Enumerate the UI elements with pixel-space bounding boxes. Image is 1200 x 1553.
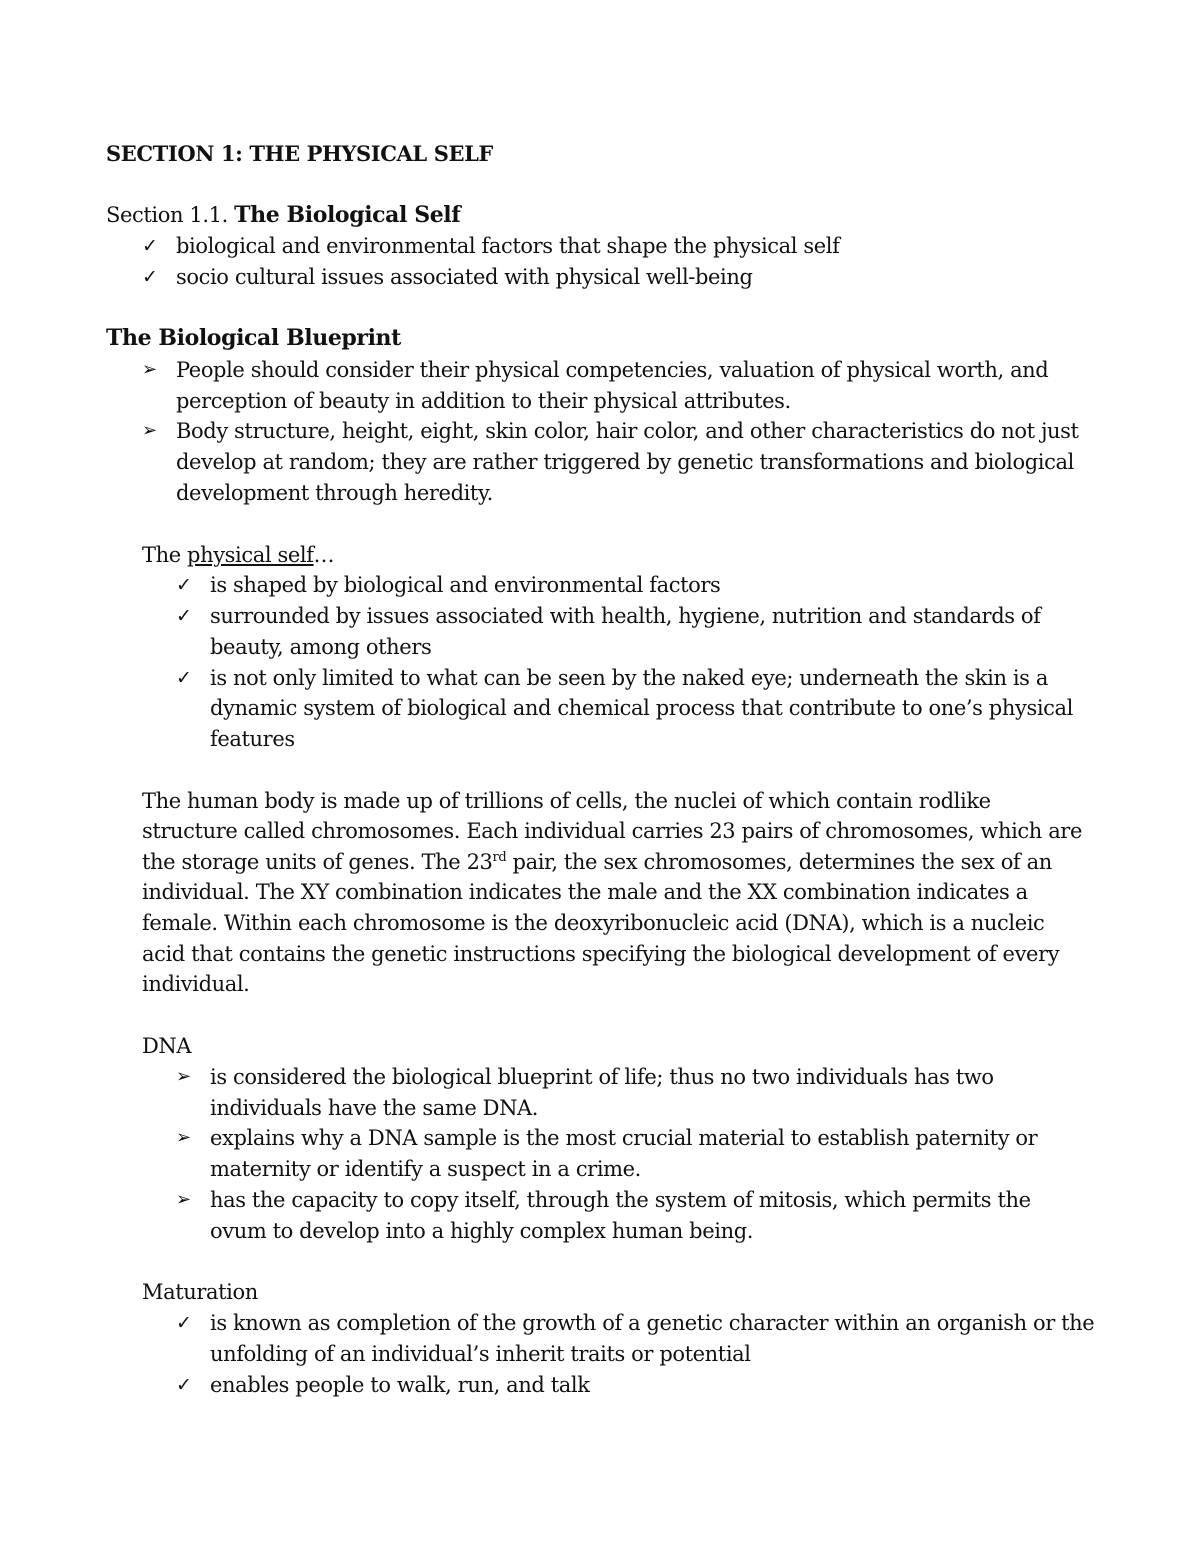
ordinal-superscript: rd <box>492 850 507 865</box>
physical-self-check-2-line-2: beauty, among others <box>210 635 432 659</box>
subsection-prefix: Section 1.1. <box>106 203 235 227</box>
check-icon: ✓ <box>142 266 158 288</box>
paragraph-line-3 <box>142 847 1052 877</box>
subsection-title: The Biological Self <box>234 202 461 228</box>
check-icon: ✓ <box>176 605 192 627</box>
check-icon: ✓ <box>176 574 192 596</box>
section-title: SECTION 1: THE PHYSICAL SELF <box>106 141 493 166</box>
maturation-check-1-line-2: unfolding of an individual’s inherit traits or potential <box>210 1342 751 1366</box>
check-icon: ✓ <box>176 1312 192 1334</box>
paragraph-line-7: individual. <box>142 972 250 996</box>
arrow-bullet-icon: ➢ <box>176 1189 192 1210</box>
dna-item-1-line-2: individuals have the same DNA. <box>210 1096 539 1120</box>
dna-heading: DNA <box>142 1034 192 1058</box>
check-icon: ✓ <box>176 1374 192 1396</box>
maturation-check-2-line-1: enables people to walk, run, and talk <box>210 1373 590 1397</box>
check-icon: ✓ <box>176 667 192 689</box>
paragraph-line-5: female. Within each chromosome is the deoxyribonucleic acid (DNA), which is a nucleic <box>142 911 1045 935</box>
dna-item-2-line-2: maternity or identify a suspect in a crime. <box>210 1157 641 1181</box>
blueprint-heading: The Biological Blueprint <box>106 325 401 351</box>
maturation-check-1-line-1: is known as completion of the growth of a genetic character within an organish or the <box>210 1311 1095 1335</box>
paragraph-line-2: structure called chromosomes. Each individual carries 23 pairs of chromosomes, which are <box>142 819 1082 843</box>
physical-self-check-2-line-1: surrounded by issues associated with health, hygiene, nutrition and standards of <box>210 604 1041 628</box>
check-icon: ✓ <box>142 235 158 257</box>
paragraph-line-3-b: pair, the sex chromosomes, determines the sex of an <box>506 850 1052 874</box>
physical-self-check-3-line-1: is not only limited to what can be seen by the naked eye; underneath the skin is a <box>210 666 1048 690</box>
arrow-bullet-icon: ➢ <box>176 1066 192 1087</box>
paragraph-line-1: The human body is made up of trillions of cells, the nuclei of which contain rodlike <box>142 789 991 813</box>
blueprint-bullet-2-line-2: develop at random; they are rather triggered by genetic transformations and biological <box>176 450 1074 474</box>
lead-ellipsis: … <box>313 543 335 567</box>
dna-item-3-line-1: has the capacity to copy itself, through the system of mitosis, which permits the <box>210 1188 1031 1212</box>
arrow-bullet-icon: ➢ <box>142 420 158 441</box>
arrow-bullet-icon: ➢ <box>176 1127 192 1148</box>
paragraph-line-4: individual. The XY combination indicates the male and the XX combination indicates a <box>142 880 1028 904</box>
blueprint-bullet-1-line-1: People should consider their physical competencies, valuation of physical worth, and <box>176 358 1049 382</box>
intro-check-item-2: socio cultural issues associated with physical well-being <box>176 265 753 289</box>
dna-item-1-line-1: is considered the biological blueprint of life; thus no two individuals has two <box>210 1065 994 1089</box>
physical-self-check-1: is shaped by biological and environmental factors <box>210 573 721 597</box>
paragraph-line-6: acid that contains the genetic instructions specifying the biological development of every <box>142 942 1060 966</box>
blueprint-bullet-1-line-2: perception of beauty in addition to their physical attributes. <box>176 389 791 413</box>
maturation-heading: Maturation <box>142 1280 258 1304</box>
dna-item-3-line-2: ovum to develop into a highly complex human being. <box>210 1219 754 1243</box>
blueprint-bullet-2-line-3: development through heredity. <box>176 481 493 505</box>
physical-self-check-3-line-2: dynamic system of biological and chemical process that contribute to one’s physical <box>210 696 1073 720</box>
blueprint-bullet-2-line-1: Body structure, height, eight, skin color, hair color, and other characteristics do not just <box>176 419 1079 443</box>
physical-self-check-3-line-3: features <box>210 727 295 751</box>
physical-self-lead <box>142 540 334 570</box>
subsection-heading <box>106 200 460 230</box>
dna-item-2-line-1: explains why a DNA sample is the most crucial material to establish paternity or <box>210 1126 1038 1150</box>
intro-check-item-1: biological and environmental factors that shape the physical self <box>176 234 840 258</box>
paragraph-line-3-a: the storage units of genes. The 23 <box>142 850 493 874</box>
arrow-bullet-icon: ➢ <box>142 359 158 380</box>
lead-prefix: The <box>142 543 188 567</box>
lead-term: physical self <box>187 543 314 567</box>
